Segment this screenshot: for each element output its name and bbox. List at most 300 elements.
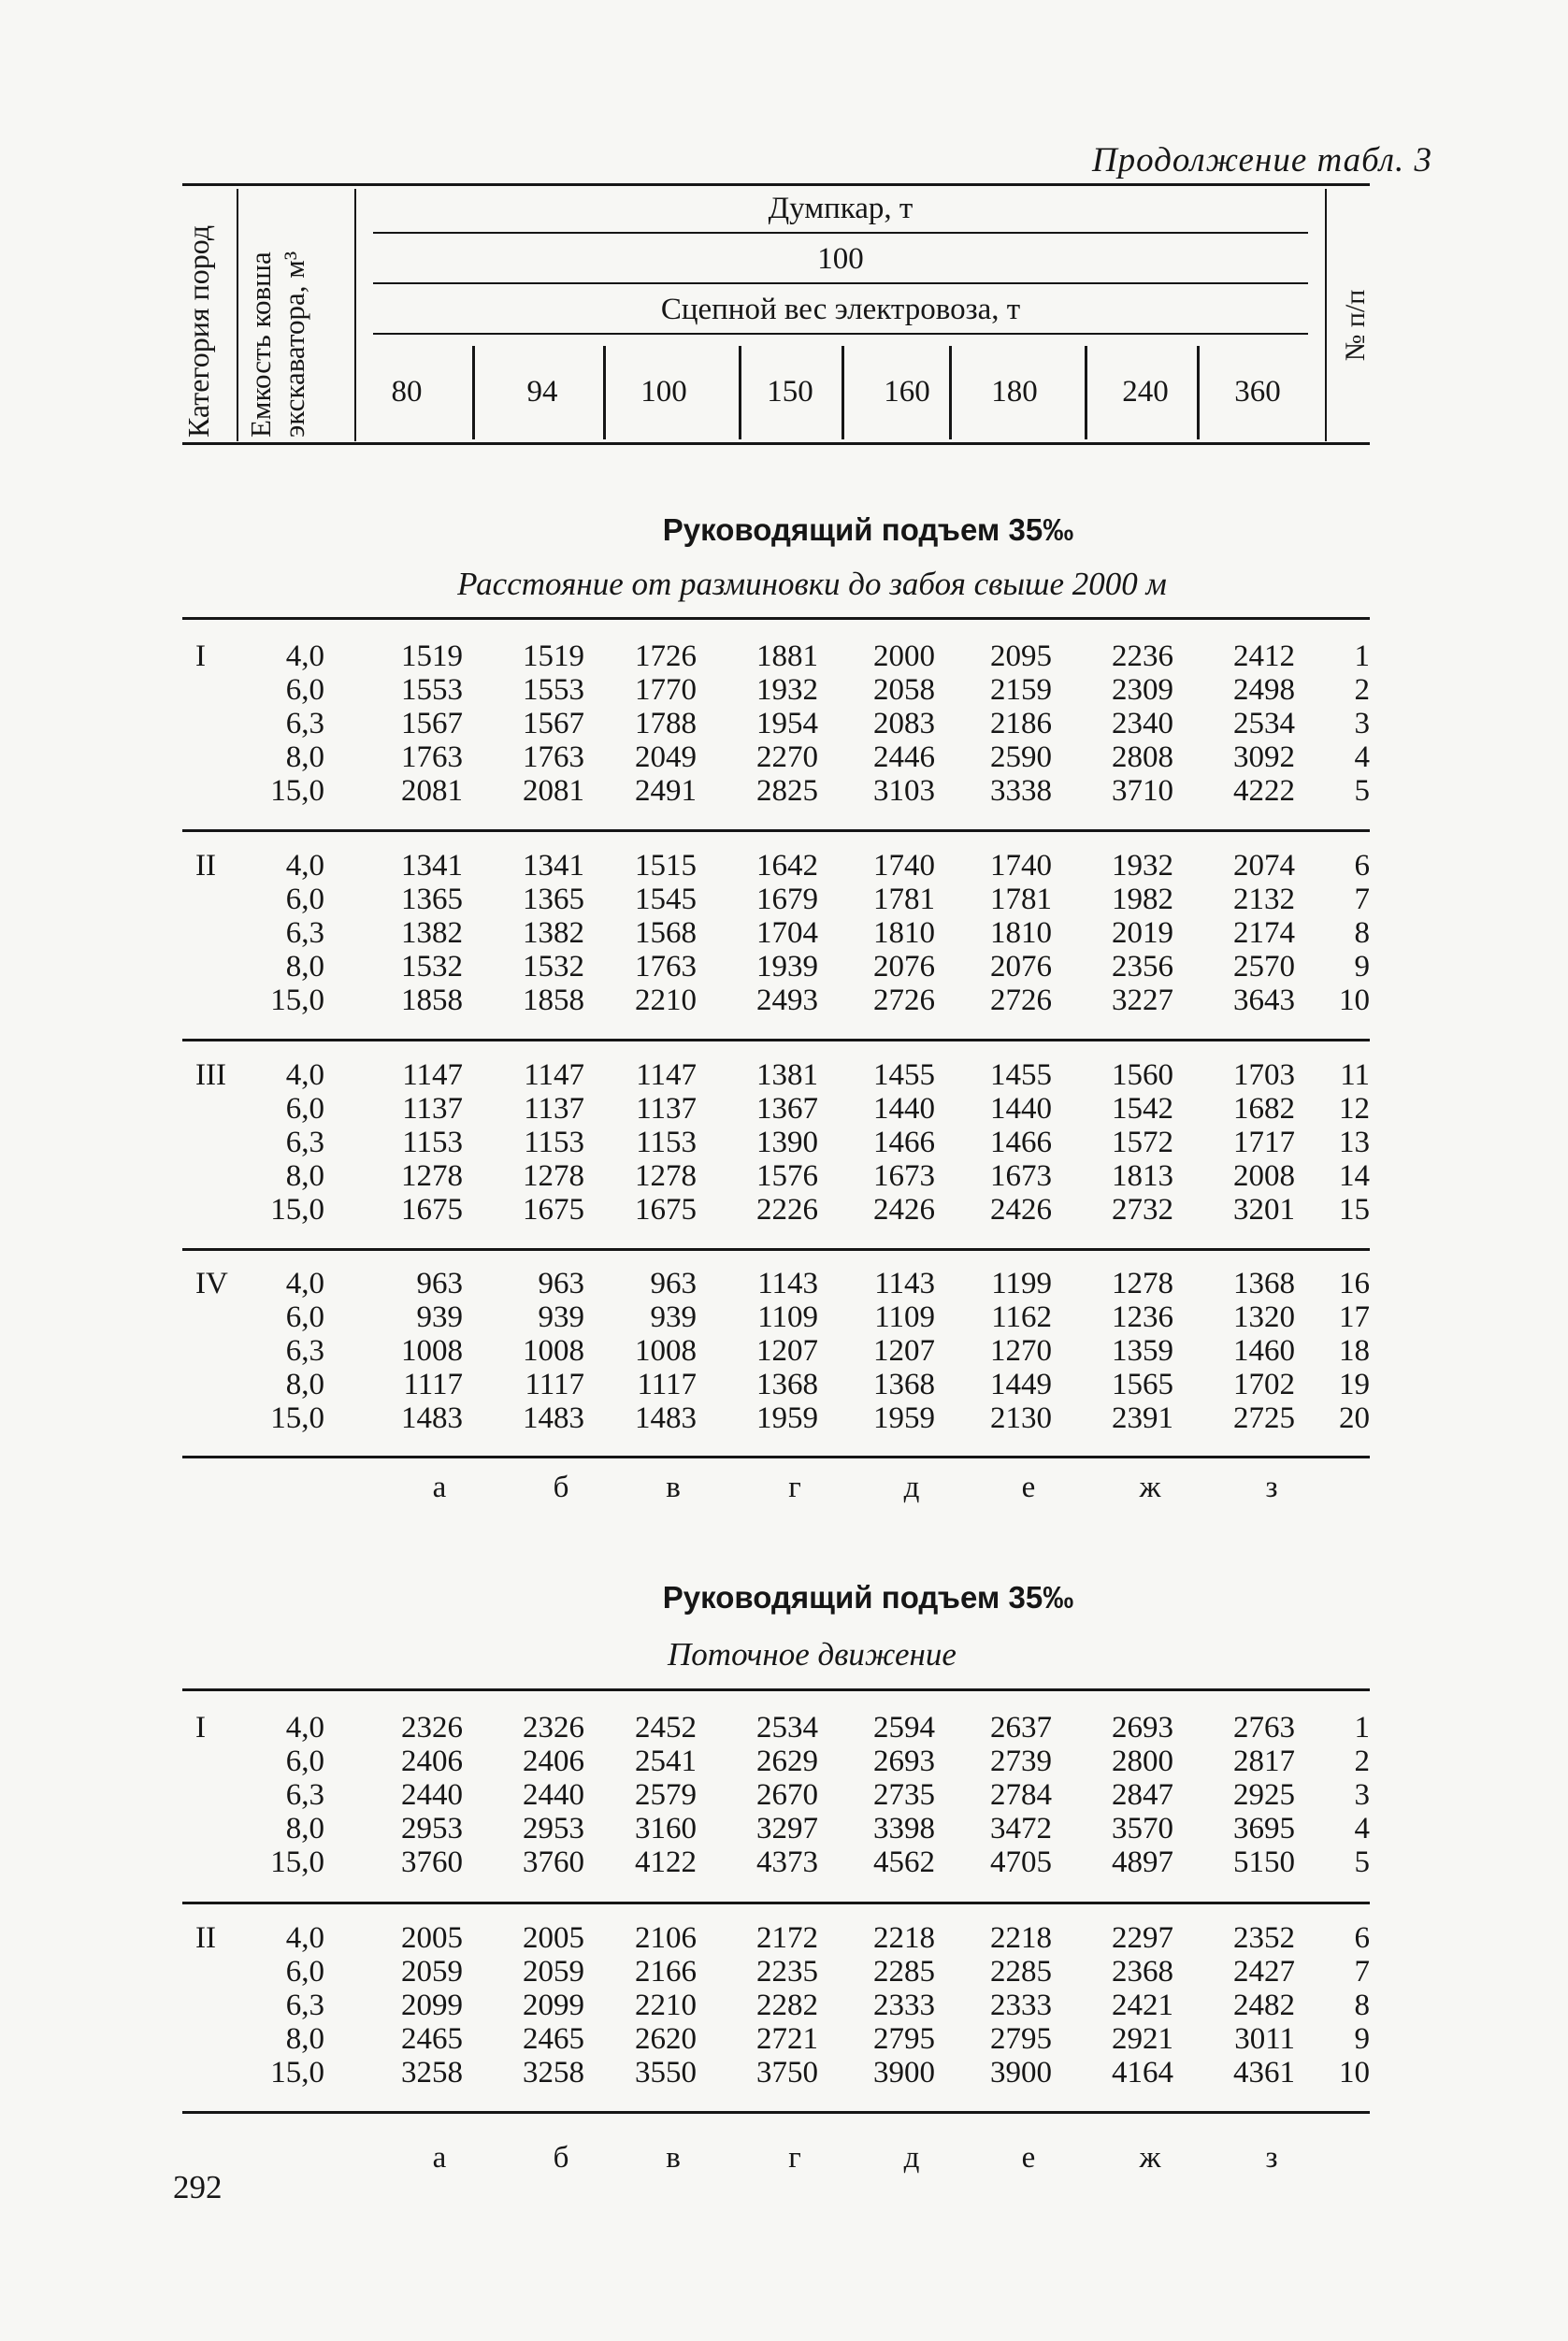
value-cell: 1483 (635, 1401, 697, 1435)
value-cell: 2285 (990, 1955, 1052, 1989)
value-cell: 2629 (756, 1745, 818, 1778)
value-cell: 1449 (990, 1368, 1052, 1401)
bucket-capacity: 6,3 (285, 1778, 324, 1812)
value-cell: 4562 (873, 1846, 935, 1879)
table-row (182, 950, 1370, 984)
value-cell: 2498 (1233, 673, 1295, 707)
value-cell: 1572 (1112, 1126, 1173, 1159)
table-row (182, 639, 1370, 673)
table-row (182, 1267, 1370, 1300)
value-cell: 939 (650, 1300, 697, 1334)
value-cell: 1147 (524, 1058, 584, 1092)
bucket-capacity: 6,0 (285, 673, 324, 707)
value-cell: 2620 (635, 2022, 697, 2056)
value-cell: 1576 (756, 1159, 818, 1193)
value-cell: 1567 (523, 707, 584, 740)
bucket-capacity: 8,0 (285, 2022, 324, 2056)
value-cell: 1682 (1233, 1092, 1295, 1126)
value-cell: 3258 (523, 2056, 584, 2090)
row-number: 14 (1339, 1159, 1370, 1193)
value-cell: 3258 (401, 2056, 463, 2090)
row-number: 8 (1354, 1989, 1370, 2022)
value-cell: 1278 (1112, 1267, 1173, 1300)
row-number: 9 (1354, 950, 1370, 984)
value-cell: 1147 (402, 1058, 463, 1092)
value-cell: 1810 (873, 916, 935, 950)
value-cell: 1466 (990, 1126, 1052, 1159)
value-cell: 2083 (873, 707, 935, 740)
value-cell: 2426 (990, 1193, 1052, 1227)
category-label: I (195, 1711, 206, 1745)
bucket-capacity: 6,0 (285, 1092, 324, 1126)
value-cell: 2008 (1233, 1159, 1295, 1193)
value-cell: 2800 (1112, 1745, 1173, 1778)
value-cell: 1560 (1112, 1058, 1173, 1092)
value-cell: 2590 (990, 740, 1052, 774)
value-cell: 2482 (1233, 1989, 1295, 2022)
header-rule (373, 282, 1308, 284)
table-row (182, 1159, 1370, 1193)
value-cell: 1545 (635, 883, 697, 916)
bucket-capacity: 6,3 (285, 916, 324, 950)
header-rule (373, 232, 1308, 234)
value-cell: 939 (416, 1300, 463, 1334)
row-number: 15 (1339, 1193, 1370, 1227)
value-cell: 3900 (873, 2056, 935, 2090)
value-cell: 1359 (1112, 1334, 1173, 1368)
value-cell: 4164 (1112, 2056, 1173, 2090)
bucket-capacity: 6,0 (285, 1955, 324, 1989)
category-group (182, 1058, 1370, 1227)
value-cell: 2076 (990, 950, 1052, 984)
value-cell: 2005 (523, 1921, 584, 1955)
value-cell: 1207 (873, 1334, 935, 1368)
value-cell: 3398 (873, 1812, 935, 1846)
row-number: 3 (1354, 707, 1370, 740)
column-letter: з (1265, 2141, 1278, 2175)
value-cell: 1381 (756, 1058, 818, 1092)
column-divider (1085, 346, 1087, 439)
value-cell: 1810 (990, 916, 1052, 950)
table-row (182, 740, 1370, 774)
column-letter: д (903, 1471, 920, 1504)
value-cell: 1858 (401, 984, 463, 1017)
loco-weight-header: Сцепной вес электровоза, т (660, 293, 1021, 326)
category-group (182, 1921, 1370, 2090)
value-cell: 2236 (1112, 639, 1173, 673)
bucket-capacity: 8,0 (285, 1812, 324, 1846)
value-cell: 1320 (1233, 1300, 1295, 1334)
value-cell: 1532 (401, 950, 463, 984)
value-cell: 2333 (990, 1989, 1052, 2022)
value-cell: 1440 (990, 1092, 1052, 1126)
value-cell: 3092 (1233, 740, 1295, 774)
value-cell: 2099 (401, 1989, 463, 2022)
bucket-capacity: 4,0 (285, 1921, 324, 1955)
bucket-capacity: 8,0 (285, 1159, 324, 1193)
table-row (182, 1989, 1370, 2022)
value-cell: 3760 (523, 1846, 584, 1879)
value-cell: 1109 (874, 1300, 935, 1334)
row-number: 6 (1354, 849, 1370, 883)
bucket-capacity: 8,0 (285, 1368, 324, 1401)
column-header: 180 (991, 375, 1038, 409)
value-cell: 3160 (635, 1812, 697, 1846)
value-cell: 3695 (1233, 1812, 1295, 1846)
row-number: 3 (1354, 1778, 1370, 1812)
value-cell: 1466 (873, 1126, 935, 1159)
table-row (182, 1745, 1370, 1778)
value-cell: 2368 (1112, 1955, 1173, 1989)
header-divider (1325, 189, 1327, 441)
section-title: Руководящий подъем 35‰ (662, 1580, 1074, 1615)
table-header (182, 183, 1370, 445)
category-group (182, 849, 1370, 1017)
value-cell: 2579 (635, 1778, 697, 1812)
table-row (182, 984, 1370, 1017)
column-letter: б (553, 1471, 569, 1504)
value-cell: 1143 (874, 1267, 935, 1300)
column-divider (1197, 346, 1200, 439)
row-number: 9 (1354, 2022, 1370, 2056)
value-cell: 1368 (873, 1368, 935, 1401)
column-letter: б (553, 2141, 569, 2175)
row-number: 4 (1354, 740, 1370, 774)
value-cell: 2440 (523, 1778, 584, 1812)
value-cell: 1153 (402, 1126, 463, 1159)
section-subtitle: Расстояние от разминовки до забоя свыше 2000 м (457, 566, 1167, 602)
column-header: 360 (1234, 375, 1281, 409)
value-cell: 1519 (401, 639, 463, 673)
value-cell: 2326 (523, 1711, 584, 1745)
value-cell: 1781 (990, 883, 1052, 916)
value-cell: 1858 (523, 984, 584, 1017)
column-divider (842, 346, 844, 439)
column-header: 94 (526, 375, 558, 409)
value-cell: 1813 (1112, 1159, 1173, 1193)
table-row (182, 2056, 1370, 2090)
value-cell: 963 (538, 1267, 584, 1300)
table-row (182, 1126, 1370, 1159)
section-title: Руководящий подъем 35‰ (662, 512, 1074, 547)
value-cell: 2795 (990, 2022, 1052, 2056)
group-rule (182, 829, 1370, 832)
value-cell: 1770 (635, 673, 697, 707)
value-cell: 1341 (401, 849, 463, 883)
value-cell: 2817 (1233, 1745, 1295, 1778)
value-cell: 2218 (990, 1921, 1052, 1955)
value-cell: 2326 (401, 1711, 463, 1745)
table-row (182, 849, 1370, 883)
column-header: 150 (767, 375, 813, 409)
value-cell: 2391 (1112, 1401, 1173, 1435)
column-letter: а (432, 1471, 447, 1504)
bucket-capacity: 15,0 (270, 1846, 324, 1879)
value-cell: 2570 (1233, 950, 1295, 984)
column-letter: в (666, 2141, 681, 2175)
value-cell: 1553 (401, 673, 463, 707)
value-cell: 1675 (401, 1193, 463, 1227)
row-number: 20 (1339, 1401, 1370, 1435)
value-cell: 1365 (523, 883, 584, 916)
section-top-rule (182, 617, 1370, 620)
table-row (182, 1193, 1370, 1227)
section-top-rule (182, 1688, 1370, 1691)
column-letter: е (1021, 1471, 1036, 1504)
value-cell: 2081 (401, 774, 463, 808)
value-cell: 3297 (756, 1812, 818, 1846)
value-cell: 2218 (873, 1921, 935, 1955)
value-cell: 1382 (523, 916, 584, 950)
value-cell: 2921 (1112, 2022, 1173, 2056)
value-cell: 1675 (635, 1193, 697, 1227)
table-row (182, 1334, 1370, 1368)
value-cell: 2795 (873, 2022, 935, 2056)
value-cell: 2725 (1233, 1401, 1295, 1435)
column-divider (739, 346, 741, 439)
value-cell: 1519 (523, 639, 584, 673)
bucket-capacity: 8,0 (285, 740, 324, 774)
value-cell: 3750 (756, 2056, 818, 2090)
value-cell: 1542 (1112, 1092, 1173, 1126)
value-cell: 2726 (873, 984, 935, 1017)
value-cell: 3338 (990, 774, 1052, 808)
value-cell: 2412 (1233, 639, 1295, 673)
value-cell: 2005 (401, 1921, 463, 1955)
bucket-capacity: 4,0 (285, 1267, 324, 1300)
value-cell: 1162 (991, 1300, 1052, 1334)
bucket-capacity: 15,0 (270, 1193, 324, 1227)
value-cell: 2808 (1112, 740, 1173, 774)
value-cell: 1153 (524, 1126, 584, 1159)
value-cell: 3900 (990, 2056, 1052, 2090)
row-number: 19 (1339, 1368, 1370, 1401)
value-cell: 1460 (1233, 1334, 1295, 1368)
value-cell: 4705 (990, 1846, 1052, 1879)
row-number: 11 (1340, 1058, 1370, 1092)
value-cell: 2019 (1112, 916, 1173, 950)
value-cell: 1117 (525, 1368, 584, 1401)
row-number: 10 (1339, 2056, 1370, 2090)
bucket-capacity: 8,0 (285, 950, 324, 984)
group-rule (182, 1248, 1370, 1251)
category-label: I (195, 639, 206, 673)
category-label: III (195, 1058, 226, 1092)
row-number: 5 (1354, 774, 1370, 808)
value-cell: 2210 (635, 984, 697, 1017)
table-row (182, 1058, 1370, 1092)
value-cell: 1553 (523, 673, 584, 707)
value-cell: 3710 (1112, 774, 1173, 808)
column-letter: з (1265, 1471, 1278, 1504)
value-cell: 2427 (1233, 1955, 1295, 1989)
value-cell: 1236 (1112, 1300, 1173, 1334)
value-cell: 1365 (401, 883, 463, 916)
value-cell: 2825 (756, 774, 818, 808)
value-cell: 1740 (990, 849, 1052, 883)
value-cell: 1568 (635, 916, 697, 950)
value-cell: 1117 (637, 1368, 697, 1401)
value-cell: 1567 (401, 707, 463, 740)
row-number: 7 (1354, 883, 1370, 916)
column-divider (472, 346, 475, 439)
value-cell: 1954 (756, 707, 818, 740)
value-cell: 2452 (635, 1711, 697, 1745)
value-cell: 2735 (873, 1778, 935, 1812)
value-cell: 2637 (990, 1711, 1052, 1745)
section-subtitle: Поточное движение (668, 1636, 957, 1673)
bucket-capacity: 4,0 (285, 1711, 324, 1745)
dumpcar-header: Думпкар, т (768, 192, 913, 225)
row-number: 7 (1354, 1955, 1370, 1989)
value-cell: 1781 (873, 883, 935, 916)
value-cell: 2059 (401, 1955, 463, 1989)
value-cell: 1390 (756, 1126, 818, 1159)
table-row (182, 1300, 1370, 1334)
value-cell: 2333 (873, 1989, 935, 2022)
value-cell: 2210 (635, 1989, 697, 2022)
value-cell: 1008 (523, 1334, 584, 1368)
row-number: 6 (1354, 1921, 1370, 1955)
value-cell: 1278 (523, 1159, 584, 1193)
table-row (182, 1368, 1370, 1401)
value-cell: 2670 (756, 1778, 818, 1812)
value-cell: 3550 (635, 2056, 697, 2090)
value-cell: 2058 (873, 673, 935, 707)
value-cell: 3643 (1233, 984, 1295, 1017)
value-cell: 1137 (524, 1092, 584, 1126)
column-header: 100 (640, 375, 687, 409)
value-cell: 2534 (756, 1711, 818, 1745)
header-rule (373, 333, 1308, 335)
row-number: 17 (1339, 1300, 1370, 1334)
value-cell: 2732 (1112, 1193, 1173, 1227)
value-cell: 2426 (873, 1193, 935, 1227)
value-cell: 2159 (990, 673, 1052, 707)
value-cell: 2081 (523, 774, 584, 808)
value-cell: 2493 (756, 984, 818, 1017)
bucket-capacity: 4,0 (285, 849, 324, 883)
value-cell: 3570 (1112, 1812, 1173, 1846)
value-cell: 1440 (873, 1092, 935, 1126)
column-letter: в (666, 1471, 681, 1504)
row-number: 2 (1354, 673, 1370, 707)
value-cell: 2953 (401, 1812, 463, 1846)
value-cell: 1881 (756, 639, 818, 673)
value-cell: 2763 (1233, 1711, 1295, 1745)
value-cell: 1143 (757, 1267, 818, 1300)
value-cell: 2132 (1233, 883, 1295, 916)
row-number: 5 (1354, 1846, 1370, 1879)
dumpcar-value: 100 (817, 242, 864, 276)
table-row (182, 1846, 1370, 1879)
group-rule (182, 1039, 1370, 1041)
value-cell: 1532 (523, 950, 584, 984)
value-cell: 1959 (873, 1401, 935, 1435)
value-cell: 2226 (756, 1193, 818, 1227)
category-label: II (195, 1921, 216, 1955)
column-letter: г (788, 1471, 801, 1504)
value-cell: 1153 (636, 1126, 697, 1159)
bucket-capacity: 15,0 (270, 2056, 324, 2090)
table-row (182, 1092, 1370, 1126)
table-row (182, 2022, 1370, 2056)
table-row (182, 883, 1370, 916)
value-cell: 2174 (1233, 916, 1295, 950)
value-cell: 2172 (756, 1921, 818, 1955)
value-cell: 1455 (873, 1058, 935, 1092)
column-header: 80 (391, 375, 423, 409)
value-cell: 2693 (1112, 1711, 1173, 1745)
value-cell: 2406 (401, 1745, 463, 1778)
value-cell: 4897 (1112, 1846, 1173, 1879)
value-cell: 1763 (523, 740, 584, 774)
value-cell: 2784 (990, 1778, 1052, 1812)
value-cell: 1642 (756, 849, 818, 883)
value-cell: 1763 (401, 740, 463, 774)
value-cell: 1137 (402, 1092, 463, 1126)
row-number: 4 (1354, 1812, 1370, 1846)
column-header: 160 (884, 375, 930, 409)
value-cell: 1675 (523, 1193, 584, 1227)
value-cell: 2534 (1233, 707, 1295, 740)
column-letter: ж (1139, 1471, 1161, 1504)
value-cell: 2693 (873, 1745, 935, 1778)
category-label: II (195, 849, 216, 883)
value-cell: 4361 (1233, 2056, 1295, 2090)
value-cell: 1147 (636, 1058, 697, 1092)
category-group (182, 1711, 1370, 1879)
header-divider (354, 189, 356, 441)
bucket-capacity: 6,3 (285, 1989, 324, 2022)
table-row (182, 1812, 1370, 1846)
value-cell: 1939 (756, 950, 818, 984)
value-cell: 1207 (756, 1334, 818, 1368)
bucket-capacity: 4,0 (285, 639, 324, 673)
value-cell: 3103 (873, 774, 935, 808)
column-letter: д (903, 2141, 920, 2175)
bucket-capacity: 6,0 (285, 1300, 324, 1334)
value-cell: 2095 (990, 639, 1052, 673)
value-cell: 939 (538, 1300, 584, 1334)
value-cell: 2446 (873, 740, 935, 774)
value-cell: 2491 (635, 774, 697, 808)
group-rule (182, 2111, 1370, 2114)
value-cell: 2285 (873, 1955, 935, 1989)
value-cell: 2235 (756, 1955, 818, 1989)
table-row (182, 1955, 1370, 1989)
table-row (182, 1711, 1370, 1745)
value-cell: 1959 (756, 1401, 818, 1435)
value-cell: 1368 (756, 1368, 818, 1401)
value-cell: 2106 (635, 1921, 697, 1955)
value-cell: 2270 (756, 740, 818, 774)
column-letter: а (432, 2141, 447, 2175)
value-cell: 2282 (756, 1989, 818, 2022)
value-cell: 2594 (873, 1711, 935, 1745)
value-cell: 1117 (403, 1368, 463, 1401)
value-cell: 1270 (990, 1334, 1052, 1368)
category-header: Категория пород (181, 224, 215, 438)
bucket-capacity: 15,0 (270, 1401, 324, 1435)
value-cell: 1704 (756, 916, 818, 950)
value-cell: 1932 (756, 673, 818, 707)
value-cell: 1008 (635, 1334, 697, 1368)
category-group (182, 639, 1370, 808)
value-cell: 1740 (873, 849, 935, 883)
value-cell: 3011 (1234, 2022, 1295, 2056)
value-cell: 2297 (1112, 1921, 1173, 1955)
